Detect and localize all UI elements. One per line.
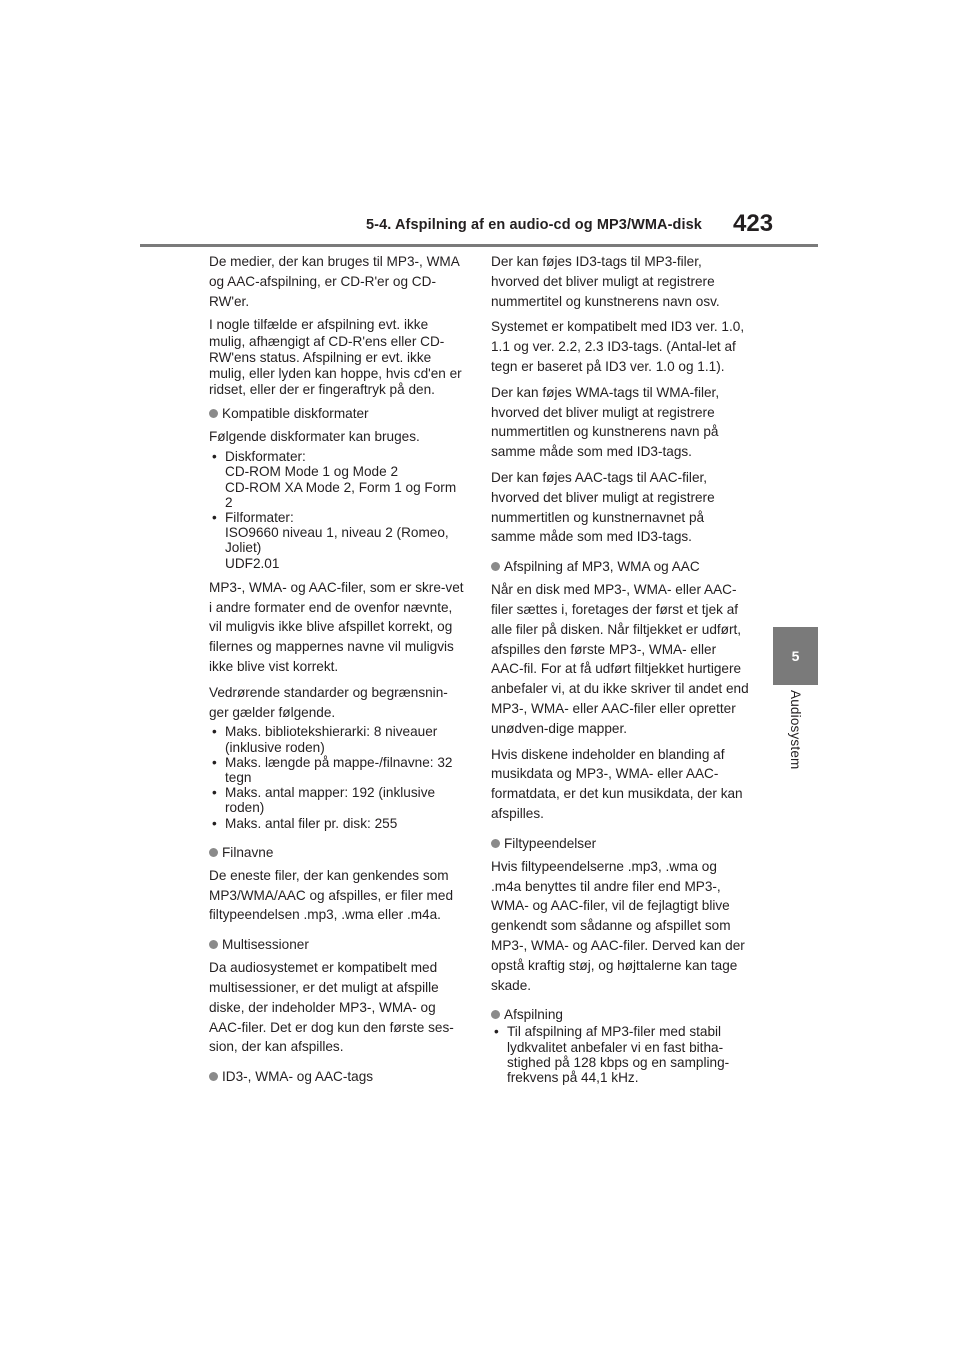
bullet-icon xyxy=(209,848,218,857)
section-heading: Afspilning af MP3, WMA og AAC xyxy=(491,557,749,576)
section-heading: Afspilning xyxy=(491,1005,749,1024)
bullet-icon xyxy=(491,839,500,848)
extensions-paragraph: Hvis filtypeendelserne .mp3, .wma og .m4a benyttes til andre filer end MP3-, WMA- og AAC-filer, vil de fejlagtigt blive genkendt som sådanne og afspillet som MP3-, WMA- og AAC-filer. Derved kan der opstå kraftig støj, og højttalerne kan tage skade. xyxy=(491,858,745,993)
id3-compat-paragraph: Systemet er kompatibelt med ID3 ver. 1.0, 1.1 og ver. 2.2, 2.3 ID3-tags. (Antal-let af tegn er baseret på ID3 ver. 1.0 og 1.1). xyxy=(491,319,745,374)
id3-paragraph: Der kan føjes ID3-tags til MP3-filer, hvorved det bliver muligt at registrere nummertitel og kunstnerens navn osv. xyxy=(491,254,720,309)
list-item: • Maks. antal filer pr. disk: 255 xyxy=(212,815,398,831)
list-item: • Filformater: ISO9660 niveau 1, niveau 2 (Romeo, Joliet) UDF2.01 xyxy=(212,510,449,571)
right-column xyxy=(491,252,749,1092)
section-heading: Multisessioner xyxy=(209,935,467,954)
left-column xyxy=(209,252,467,1090)
list-item: • Maks. længde på mappe-/filnavne: 32 tegn xyxy=(212,754,453,786)
wma-tags-paragraph: Der kan føjes WMA-tags til WMA-filer, hvorved det bliver muligt at registrere nummertitlen og kunstnerens navn på samme måde som med ID3-tags. xyxy=(491,384,720,460)
multisession-paragraph: Da audiosystemet er kompatibelt med multisessioner, er det muligt at afspille diske, der indeholder MP3-, WMA- og AAC-filer. Det er dog kun den første ses-sion, der kan afspilles. xyxy=(209,960,454,1055)
media-paragraph: De medier, der kan bruges til MP3-, WMA og AAC-afspilning, er CD-R'er og CD-RW'er. xyxy=(209,254,460,309)
list-item: • Diskformater: CD-ROM Mode 1 og Mode 2 CD-ROM XA Mode 2, Form 1 og Form 2 xyxy=(212,449,457,510)
page-number: 423 xyxy=(733,210,774,237)
chapter-tab-label xyxy=(773,690,818,790)
standards-paragraph: Vedrørende standarder og begrænsnin-ger gælder følgende. xyxy=(209,684,448,720)
section-heading: Filnavne xyxy=(209,843,467,862)
playback-status-paragraph: I nogle tilfælde er afspilning evt. ikke mulig, afhængigt af CD-R'ens eller CD-RW'ens status. Afspilning er evt. ikke mulig, eller lyden kan hoppe, hvis cd'en er ridset, eller der er fingeraftryk på den. xyxy=(209,317,462,398)
aac-tags-paragraph: Der kan føjes AAC-tags til AAC-filer, hvorved det bliver muligt at registrere nummertitlen og kunstnernavnet på samme måde som med ID3-tags. xyxy=(491,469,715,545)
formats-list xyxy=(209,449,467,571)
formats-paragraph: Følgende diskformater kan bruges. xyxy=(209,429,420,445)
bullet-icon xyxy=(209,940,218,949)
list-item: • Til afspilning af MP3-filer med stabil lydkvalitet anbefaler vi en fast bitha-stighed på 128 kbps og en sampling-frekvens på 44,1 kHz. xyxy=(494,1024,730,1085)
list-item: • Maks. bibliotekshierarki: 8 niveauer (inklusive roden) xyxy=(212,724,438,755)
chapter-tab-label-text: Audiosystem xyxy=(788,690,803,770)
limits-list xyxy=(209,724,467,830)
section-heading: Filtypeendelser xyxy=(491,834,749,853)
other-formats-paragraph: MP3-, WMA- og AAC-filer, som er skre-vet i andre formater end de ovenfor nævnte, vil muligvis ikke blive afspillet korrekt, og filernes og mappernes navne vil muligvis ikke blive vist korrekt. xyxy=(209,579,464,675)
bullet-icon xyxy=(209,1072,218,1081)
bullet-icon xyxy=(209,409,218,418)
mixed-disk-paragraph: Hvis diskene indeholder en blanding af musikdata og MP3-, WMA- eller AAC-formatdata, er det kun musikdata, der kan afspilles. xyxy=(491,746,743,821)
list-item: • Maks. antal mapper: 192 (inklusive roden) xyxy=(212,785,436,816)
chapter-tab-number: 5 xyxy=(773,627,818,685)
bullet-icon xyxy=(491,562,500,571)
section-heading: ID3-, WMA- og AAC-tags xyxy=(209,1067,467,1086)
filenames-paragraph: De eneste filer, der kan genkendes som MP3/WMA/AAC og afspilles, er filer med filtypeendelsen .mp3, .wma eller .m4a. xyxy=(209,867,454,923)
running-header-section: 5-4. Afspilning af en audio-cd og MP3/WMA-disk xyxy=(366,217,702,233)
section-heading: Kompatible diskformater xyxy=(209,404,467,423)
playback-paragraph: Når en disk med MP3-, WMA- eller AAC-filer sættes i, foretages der først et tjek af alle filer på disken. Når filtjekket er udført, afspilles den første MP3-, WMA- eller AAC-fil. For at få udført filtjekket hurtigere anbefaler vi, at du ikke skriver til andet end MP3-, WMA- eller AAC-filer eller opretter unødven-dige mapper. xyxy=(491,582,749,736)
header-rule xyxy=(140,244,818,247)
playback-tips-list xyxy=(491,1024,749,1085)
bullet-icon xyxy=(491,1010,500,1019)
